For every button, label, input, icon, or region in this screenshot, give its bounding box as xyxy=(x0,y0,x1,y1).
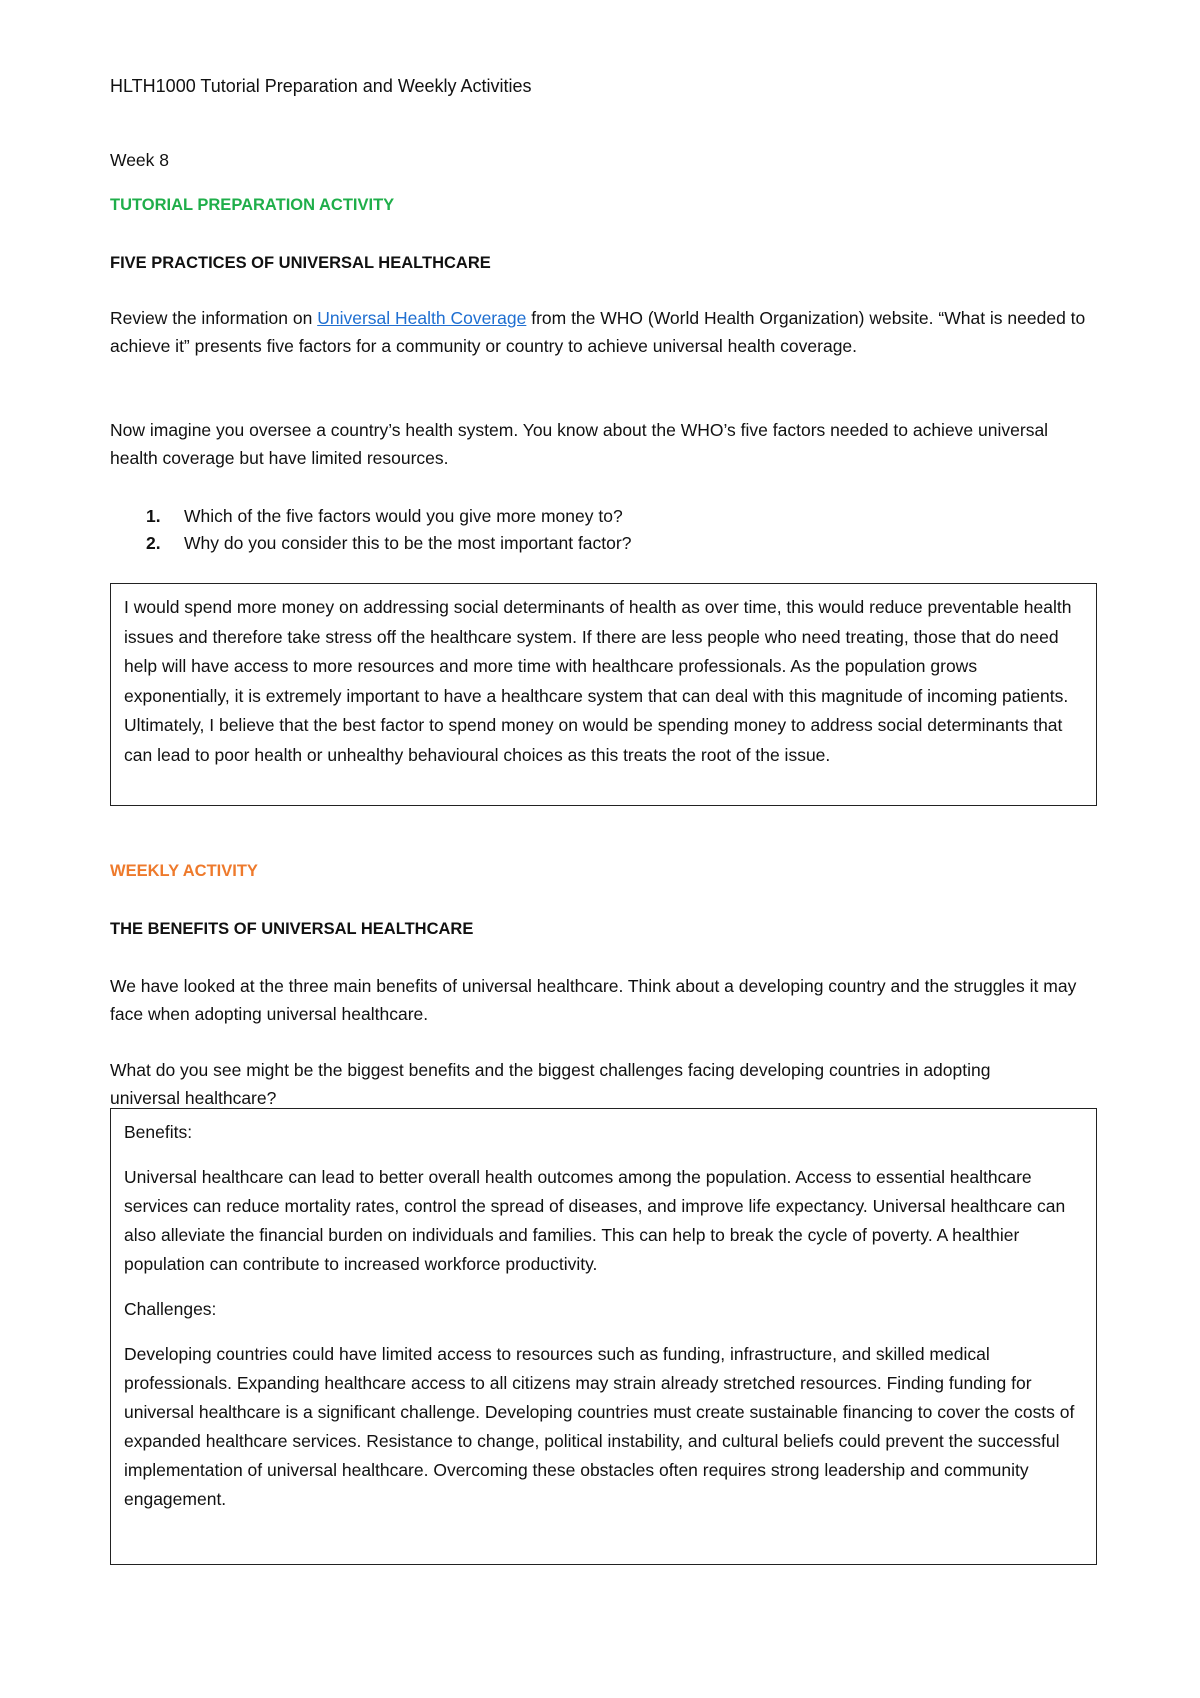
intro-text-before-link: Review the information on xyxy=(110,308,318,328)
question-number: 1. xyxy=(146,506,161,526)
universal-health-coverage-link[interactable]: Universal Health Coverage xyxy=(317,308,527,328)
tutorial-subheading: FIVE PRACTICES OF UNIVERSAL HEALTHCARE xyxy=(110,254,491,272)
weekly-subheading: THE BENEFITS OF UNIVERSAL HEALTHCARE xyxy=(110,920,474,938)
benefits-label: Benefits: xyxy=(124,1122,193,1142)
tutorial-answer-text: I would spend more money on addressing social determinants of health as over time, this would reduce preventable health issues and therefore take stress off the healthcare system. If there are less people who need treating, those that do need help will have access to more resources and more time with healthcare professionals. As the population grows exponentially, it is extremely important to have a healthcare system that can deal with this magnitude of incoming patients. Ultimately, I believe that the best factor to spend money on would be spending money to address social determinants that can lead to poor health or unhealthy behavioural choices as this treats the root of the issue. xyxy=(124,597,1072,765)
intro-text-after-link: from the WHO (World Health Organization) website. “What is needed to achieve it” presents five factors for a community or country to achieve universal health coverage. xyxy=(110,308,1086,356)
benefits-text: Universal healthcare can lead to better overall health outcomes among the population. Access to essential healthcare services can reduce mortality rates, control the spread of diseases, and improve life expectancy. Universal healthcare can also alleviate the financial burden on individuals and families. This can help to break the cycle of poverty. A healthier population can contribute to increased workforce productivity. xyxy=(124,1167,1066,1274)
question-item xyxy=(110,530,1010,557)
week-label: Week 8 xyxy=(110,150,170,170)
document-header: HLTH1000 Tutorial Preparation and Weekly Activities xyxy=(110,76,532,96)
weekly-heading: WEEKLY ACTIVITY xyxy=(110,862,258,880)
question-text: Which of the five factors would you give more money to? xyxy=(184,506,623,526)
question-text: Why do you consider this to be the most important factor? xyxy=(184,533,632,553)
question-list xyxy=(110,503,1010,557)
challenges-text: Developing countries could have limited access to resources such as funding, infrastructure, and skilled medical professionals. Expanding healthcare access to all citizens may strain already stretched resources. Finding funding for universal healthcare is a significant challenge. Developing countries must create sustainable financing to cover the costs of expanded healthcare services. Resistance to change, political instability, and cultural beliefs could prevent the successful implementation of universal healthcare. Overcoming these obstacles often requires strong leadership and community engagement. xyxy=(124,1344,1075,1509)
question-item xyxy=(110,503,1010,530)
tutorial-intro xyxy=(110,304,1095,360)
question-number: 2. xyxy=(146,533,161,553)
weekly-intro: We have looked at the three main benefits of universal healthcare. Think about a developing country and the struggles it may face when adopting universal healthcare. xyxy=(110,976,1077,1024)
challenges-label: Challenges: xyxy=(124,1299,217,1319)
tutorial-scenario: Now imagine you oversee a country’s health system. You know about the WHO’s five factors needed to achieve universal health coverage but have limited resources. xyxy=(110,420,1049,468)
tutorial-answer-box xyxy=(110,583,1097,806)
weekly-question: What do you see might be the biggest benefits and the biggest challenges facing developing countries in adopting universal healthcare? xyxy=(110,1060,991,1108)
weekly-answer-box xyxy=(110,1108,1097,1565)
tutorial-heading: TUTORIAL PREPARATION ACTIVITY xyxy=(110,196,395,214)
